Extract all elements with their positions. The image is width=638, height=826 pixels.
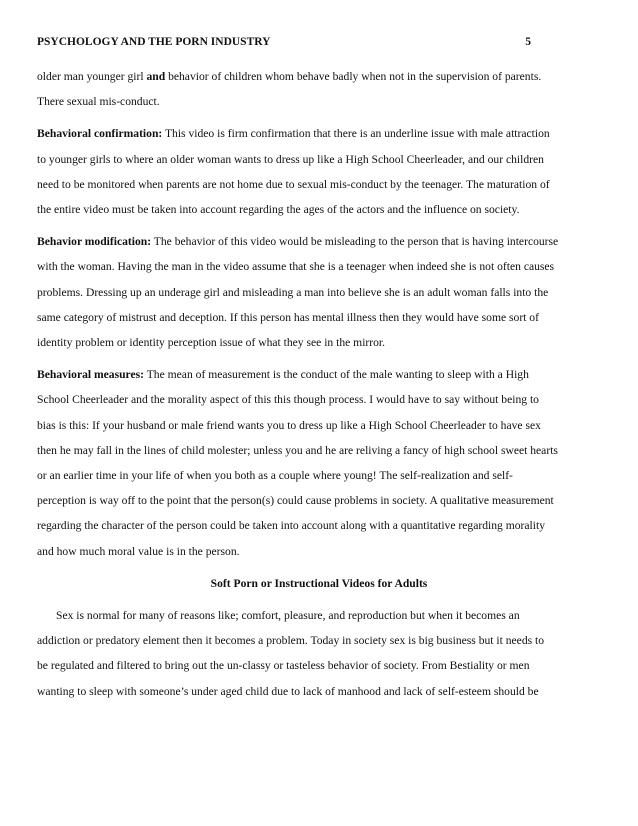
text-line: bias is this: If your husband or male friend wants you to dress up like a High School Cheerleader to have sex <box>37 418 541 432</box>
paragraph-lead: Behavioral measures: <box>37 368 145 382</box>
paragraph-behavioral-confirmation <box>37 121 601 222</box>
text-line: need to be monitored when parents are not home due to sexual mis-conduct by the teenager. The maturation of <box>37 177 550 191</box>
text-line: School Cheerleader and the morality aspect of this this though process. I would have to say without being to <box>37 393 539 407</box>
text-line: be regulated and filtered to bring out the un-classy or tasteless behavior of society. From Bestiality or men <box>37 659 530 673</box>
text-line: older man younger girl and behavior of children whom behave badly when not in the supervision of parents. <box>37 70 542 83</box>
page-header <box>37 36 601 48</box>
text-line: wanting to sleep with someone’s under aged child due to lack of manhood and lack of self-esteem should be <box>37 684 539 698</box>
text-line: Behavior modification: The behavior of this video would be misleading to the person that is having intercourse <box>37 235 559 249</box>
text-line: with the woman. Having the man in the video assume that she is a teenager when indeed she is not often causes <box>37 260 555 274</box>
text-line: problems. Dressing up an underage girl and misleading a man into believe she is an adult woman falls into the <box>37 285 549 299</box>
paragraph-lead: Behavior modification: <box>37 235 152 249</box>
document-body <box>37 64 601 704</box>
text-line: There sexual mis-conduct. <box>37 95 160 109</box>
paragraph <box>37 64 601 114</box>
text-line: and how much moral value is in the person. <box>37 544 240 558</box>
text-line: Sex is normal for many of reasons like; comfort, pleasure, and reproduction but when it becomes an <box>56 609 520 623</box>
text-line: Behavioral confirmation: This video is firm confirmation that there is an underline issue with male attraction <box>37 127 550 141</box>
paragraph-behavior-modification <box>37 229 601 355</box>
text-line: same category of mistrust and deception. If this person has mental illness then they would have some sort of <box>37 310 539 324</box>
text-line: or an earlier time in your life of when you both as a couple where young! The self-realization and self- <box>37 469 513 483</box>
page-number: 5 <box>525 36 531 48</box>
paragraph-behavioral-measures <box>37 362 601 564</box>
section-heading: Soft Porn or Instructional Videos for Adults <box>210 576 428 590</box>
text-line: identity problem or identity perception issue of what they see in the mirror. <box>37 336 386 350</box>
text-line: perception is way off to the point that the person(s) could cause problems in society. A qualitative measurement <box>37 494 554 508</box>
text-line: Behavioral measures: The mean of measurement is the conduct of the male wanting to sleep with a High <box>37 368 529 382</box>
text-line: the entire video must be taken into account regarding the ages of the actors and the influence on society. <box>37 203 520 217</box>
text-line: then he may fall in the lines of child molester; unless you and he are reliving a fancy of high school sweet hearts <box>37 443 558 457</box>
text-line: addiction or predatory element then it becomes a problem. Today in society sex is big business but it needs to <box>37 634 545 648</box>
text-line: regarding the character of the person could be taken into account along with a quantitative regarding morality <box>37 519 546 533</box>
running-head: PSYCHOLOGY AND THE PORN INDUSTRY <box>37 36 271 48</box>
paragraph <box>37 603 601 704</box>
paragraph-lead: Behavioral confirmation: <box>37 127 163 141</box>
text-line: to younger girls to where an older woman wants to dress up like a High School Cheerleader, and our children <box>37 152 544 166</box>
